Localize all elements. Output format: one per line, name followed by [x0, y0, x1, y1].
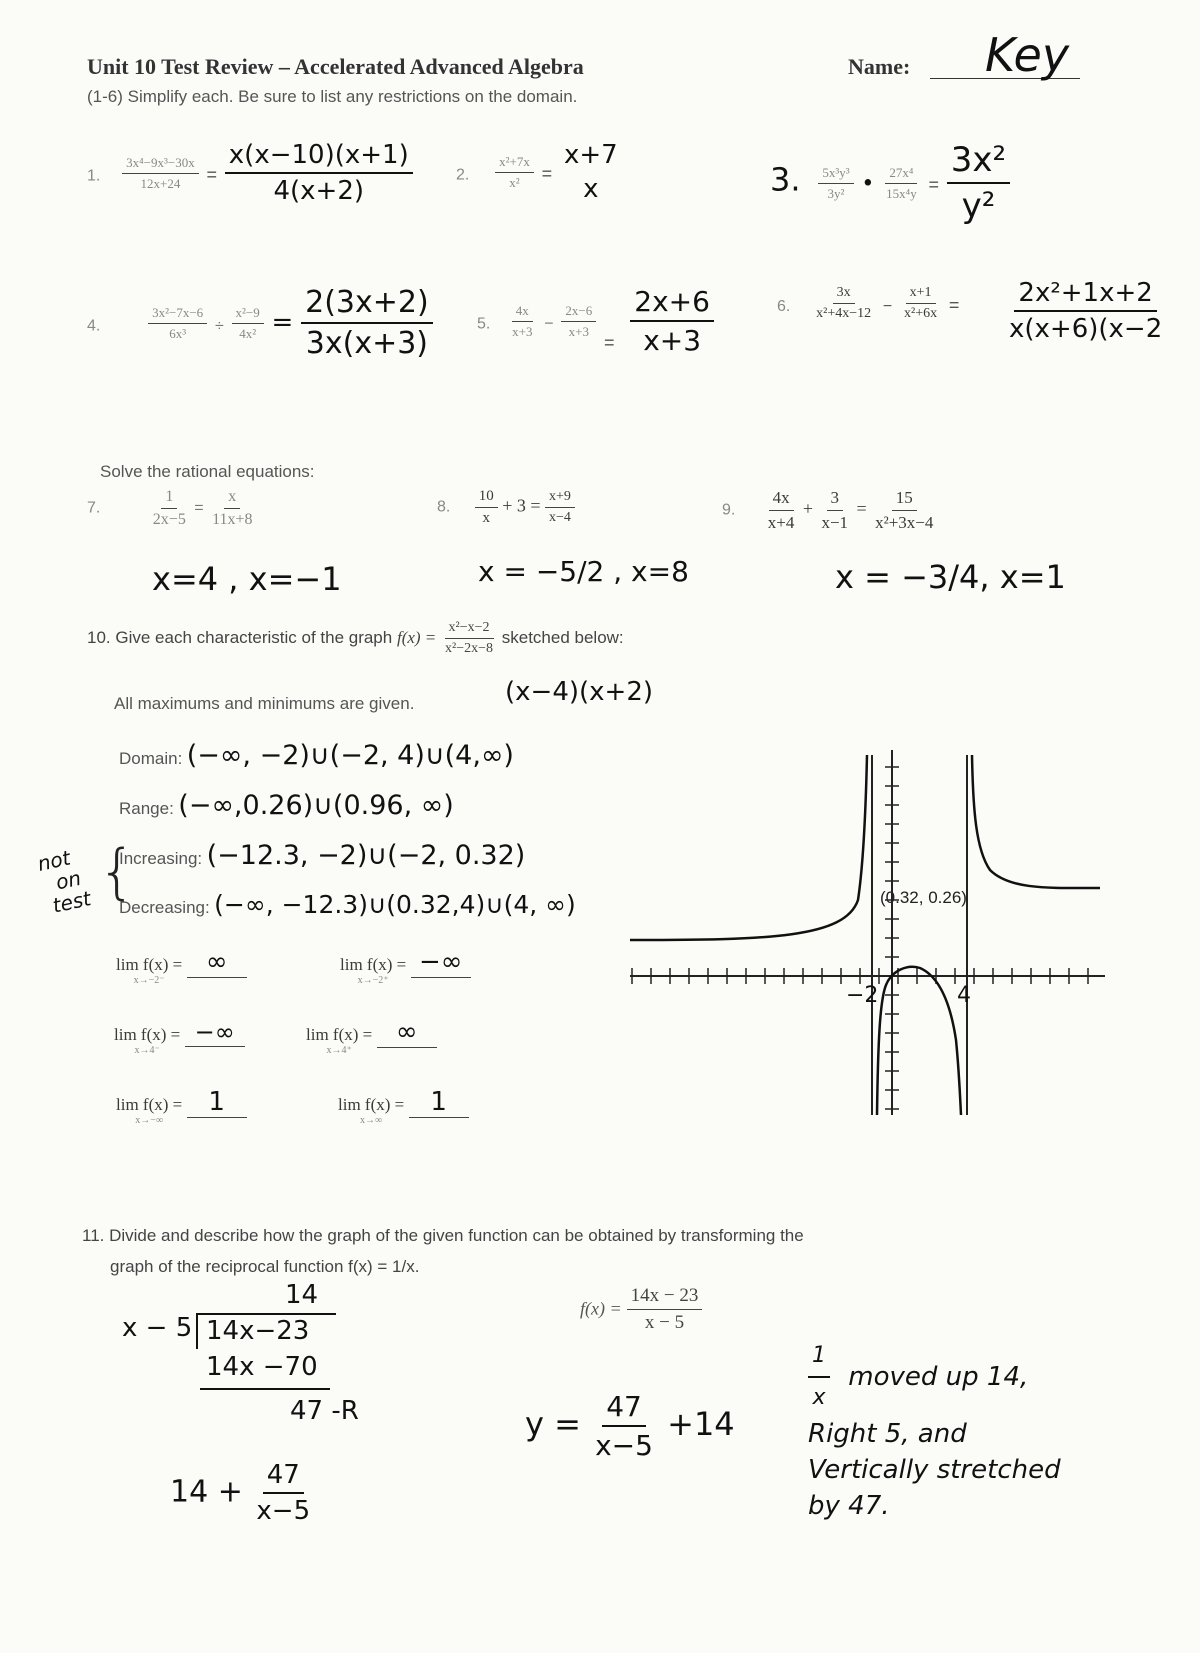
problem-number: 4. — [87, 317, 101, 335]
q11-function: f(x) = $\frac{14x - 23}{x - 5}$ — [580, 1285, 702, 1334]
instructions: (1-6) Simplify each. Be sure to list any restrictions on the domain. — [87, 87, 578, 106]
problem-8-answer: x = −5/2 , x=8 — [478, 555, 689, 588]
problem-number: 6. — [777, 297, 791, 315]
problem-number: 5. — [477, 315, 491, 333]
problem-7: 7. $\frac{1}{2x-5}$ = $\frac{x}{11x+8}$ — [87, 488, 257, 529]
problem-7-answer: x=4 , x=−1 — [152, 560, 342, 598]
middle-fraction: $\frac{3}{x-1}$ — [821, 488, 849, 532]
division-remainder: 47 -R — [290, 1396, 359, 1426]
side-note: not on test — [35, 845, 94, 918]
left-fraction: $\frac{10}{x}$ — [475, 488, 498, 527]
division-quotient: 14 — [285, 1280, 319, 1310]
division-subtract: 14x −70 — [206, 1352, 318, 1382]
right-fraction: $\frac{x+9}{x-4}$ — [545, 489, 575, 526]
problem-number: 9. — [722, 501, 736, 519]
problem-9-answer: x = −3/4, x=1 — [835, 558, 1066, 596]
q10-note: All maximums and minimums are given. — [114, 694, 415, 713]
function-fraction: $\frac{\text{x²−x−2}}{\text{x²−2x−8}}$ — [445, 620, 494, 656]
right-fraction: $\frac{x}{11x+8}$ — [212, 488, 253, 528]
left-branch — [630, 755, 867, 940]
increasing-row: Increasing: (−12.3, −2)∪(−2, 0.32) — [119, 840, 526, 871]
problem-3: 3. $\frac{\text{5x³y³}}{\text{3y²}}$ • $\frac{\text{27x⁴}}{\text{15x⁴y}}$ = $\frac{\text{3x²}}{\text{y²}}$ — [770, 140, 1010, 226]
limit-5: lim f(x) = x→−∞ 1 — [116, 1095, 247, 1126]
question-fraction-2: $\frac{x+1}{\text{x²+6x}}$ — [904, 285, 938, 321]
page-title: Unit 10 Test Review – Accelerated Advanced Algebra — [87, 54, 584, 79]
question-fraction-2: $\frac{2x-6}{x+3}$ — [561, 303, 596, 340]
answer-fraction: x+7 x — [563, 140, 618, 204]
problem-number: 7. — [87, 499, 101, 517]
problem-2: 2. $\frac{\text{x²+7x}}{\text{x²}}$ = x+7 x — [456, 140, 622, 204]
problem-number: 8. — [437, 498, 451, 516]
right-fraction: $\frac{15}{\text{x²+3x−4}}$ — [875, 488, 934, 532]
decreasing-value: (−∞, −12.3)∪(0.32,4)∪(4, ∞) — [214, 890, 576, 919]
limit-value: −∞ — [185, 1018, 245, 1047]
max-point-label: (0.32, 0.26) — [880, 888, 967, 907]
problem-number: 2. — [456, 166, 470, 184]
limit-6: lim f(x) = x→∞ 1 — [338, 1095, 469, 1126]
problem-number: 3. — [770, 160, 801, 199]
problem-8: 8. $\frac{10}{x}$ + 3 = $\frac{x+9}{x-4}$ — [437, 488, 575, 527]
answer-fraction: $\frac{2x+6}{x+3}$ — [630, 285, 714, 357]
division-bar — [196, 1313, 336, 1315]
increasing-value: (−12.3, −2)∪(−2, 0.32) — [206, 840, 526, 871]
q11-prompt-line2: graph of the reciprocal function f(x) = 1/x. — [110, 1257, 420, 1276]
transformation-description: $\frac{1}{x}$ moved up 14, Right 5, and Vertically stretched by 47. — [808, 1338, 1061, 1524]
name-value: Key — [985, 28, 1070, 82]
problem-6-answer — [1005, 278, 1166, 344]
range-value: (−∞,0.26)∪(0.96, ∞) — [178, 790, 454, 821]
limit-3: lim f(x) = x→4⁻ −∞ — [114, 1025, 245, 1056]
limit-2: lim f(x) = x→−2⁺ −∞ — [340, 955, 471, 986]
problem-number: 1. — [87, 167, 101, 185]
problem-1: 1. $\frac{\text{3x⁴−9x³−30x}}{12x+24}$ = $\frac{x(x-10)(x+1)}{4(x+2)}$ — [87, 140, 413, 206]
name-label: Name: — [848, 54, 911, 79]
q11-prompt-line1: 11. Divide and describe how the graph of the given function can be obtained by transforming the — [82, 1226, 804, 1245]
decreasing-row: Decreasing: (−∞, −12.3)∪(0.32,4)∪(4, ∞) — [119, 890, 576, 919]
limit-value: 1 — [187, 1087, 247, 1118]
division-line — [200, 1388, 330, 1390]
left-fraction: $\frac{1}{2x-5}$ — [152, 488, 186, 528]
answer-fraction: $\frac{\text{2x²+1x+2}}{x(x+6)(x-2}$ — [1009, 278, 1163, 344]
division-result: 14 + $\frac{47}{x-5}$ — [170, 1460, 311, 1526]
range-row: Range: (−∞,0.26)∪(0.96, ∞) — [119, 790, 454, 821]
q10-prompt: 10. Give each characteristic of the graph f(x) = $\frac{\text{x²−x−2}}{\text{x²−2x−8}}$ sketched below: — [87, 620, 624, 656]
answer-fraction: $\frac{x(x-10)(x+1)}{4(x+2)}$ — [225, 140, 413, 206]
function-graph — [620, 740, 1110, 1120]
question-fraction-1: $\frac{3x}{\text{x²+4x−12}}$ — [816, 285, 872, 321]
answer-fraction: $\frac{\text{3x²}}{\text{y²}}$ — [947, 140, 1010, 226]
asymptote-label-right: 4 — [957, 983, 971, 1008]
problem-9: 9. $\frac{4x}{x+4}$ + $\frac{3}{x-1}$ = $\frac{15}{\text{x²+3x−4}}$ — [722, 488, 937, 533]
left-fraction: $\frac{4x}{x+4}$ — [767, 488, 795, 532]
question-fraction-1: $\frac{\text{3x²−7x−6}}{\text{6x³}}$ — [148, 305, 207, 342]
limit-value: ∞ — [377, 1017, 437, 1048]
question-fraction-1: $\frac{\text{5x³y³}}{\text{3y²}}$ — [818, 165, 853, 202]
limit-4: lim f(x) = x→4⁺ ∞ — [306, 1025, 437, 1056]
right-branch — [972, 755, 1100, 888]
division-divisor: x − 5 — [122, 1313, 193, 1343]
problem-5: 5. $\frac{4x}{x+3}$ − $\frac{2x-6}{x+3}$ $_=$ $\frac{2x+6}{x+3}$ — [477, 285, 714, 357]
function-fraction: $\frac{14x - 23}{x - 5}$ — [627, 1285, 703, 1334]
division-dividend: 14x−23 — [206, 1316, 310, 1346]
question-fraction: $\frac{\text{3x⁴−9x³−30x}}{12x+24}$ — [122, 155, 199, 192]
division-bracket — [196, 1313, 198, 1349]
middle-branch — [877, 967, 961, 1115]
problem-6: 6. $\frac{3x}{\text{x²+4x−12}}$ − $\frac{x+1}{\text{x²+6x}}$ = — [777, 285, 960, 321]
limit-value: −∞ — [411, 947, 471, 978]
asymptote-label-left: −2 — [846, 983, 879, 1008]
question-fraction-2: $\frac{\text{27x⁴}}{\text{15x⁴y}}$ — [886, 164, 917, 201]
limit-value: 1 — [409, 1087, 469, 1118]
limit-value: ∞ — [187, 947, 247, 978]
y-equation: y = $\frac{47}{x-5}$ +14 — [525, 1390, 735, 1462]
question-fraction: $\frac{\text{x²+7x}}{\text{x²}}$ — [495, 154, 534, 191]
question-fraction-2: $\frac{\text{x²−9}}{\text{4x²}}$ — [232, 305, 264, 342]
domain-row: Domain: (−∞, −2)∪(−2, 4)∪(4,∞) — [119, 740, 514, 771]
domain-value: (−∞, −2)∪(−2, 4)∪(4,∞) — [186, 740, 514, 771]
rational-heading: Solve the rational equations: — [100, 462, 315, 481]
question-fraction-1: $\frac{4x}{x+3}$ — [512, 302, 533, 339]
limit-1: lim f(x) = x→−2⁻ ∞ — [116, 955, 247, 986]
problem-4: 4. $\frac{\text{3x²−7x−6}}{\text{6x³}}$ ÷ $\frac{\text{x²−9}}{\text{4x²}}$ = $\frac{2(3x+2)}{3x(x+3)}$ — [87, 285, 433, 361]
answer-fraction: $\frac{2(3x+2)}{3x(x+3)}$ — [301, 285, 433, 361]
factored-denominator: (x−4)(x+2) — [505, 677, 654, 707]
brace-icon: { — [98, 837, 137, 907]
